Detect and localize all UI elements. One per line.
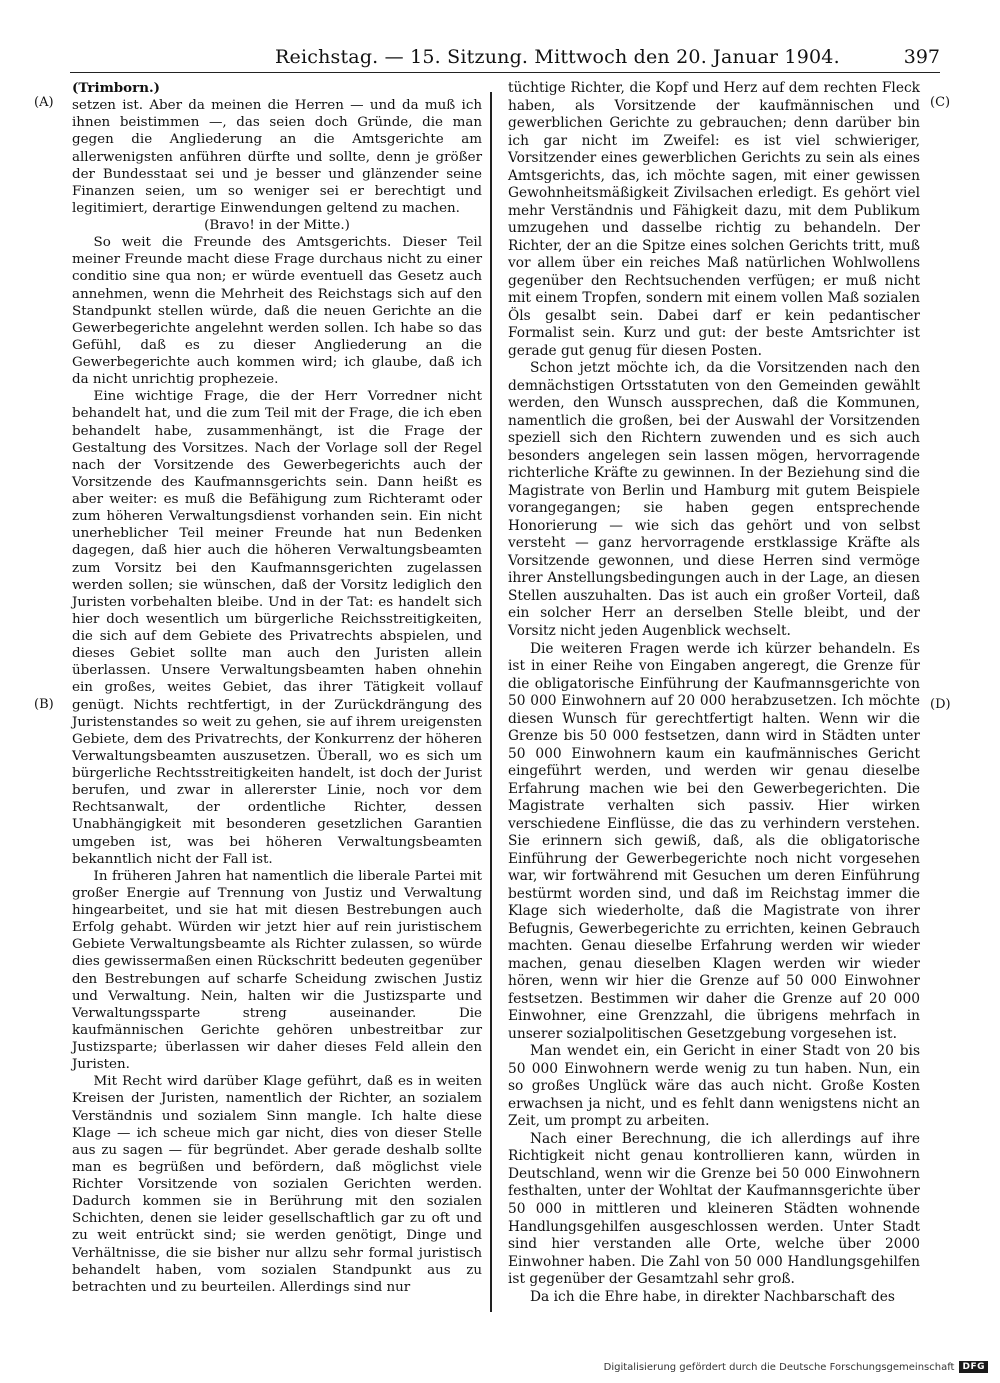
page-header — [70, 42, 940, 73]
paragraph: Schon jetzt möchte ich, da die Vorsitzenden nach den demnächstigen Ortsstatuten von den Gemeinden gewählt werden, den Wunsch aussprechen, daß die Kommunen, namentlich die großen, bei der Auswahl der Vorsitzenden speziell sich den Richtern zuwenden und es sich auch besonders angelegen sein lassen mögen, hervorragende richterliche Kräfte zu gewinnen. In der Beziehung sind die Magistrate von Berlin und Hamburg mit gutem Beispiele vorangegangen; sie haben gegen entsprechende Honorierung — wie sich das gehört und von selbst versteht — ganz hervorragende erstklassige Kräfte als Vorsitzende gewonnen, und diese Herren sind vermöge ihrer Anstellungsbedingungen auch in der Lage, an diesen Stellen auszuhalten. Das ist auch ein großer Vorteil, daß ein solcher Herr an derselben Stelle bleibt, und der Vorsitz nicht jeden Augenblick wechselt. — [508, 360, 920, 639]
footer — [604, 1361, 988, 1373]
page-title: Reichstag. — 15. Sitzung. Mittwoch den 20. Januar 1904. — [275, 46, 840, 68]
paragraph: Die weiteren Fragen werde ich kürzer behandeln. Es ist in einer Reihe von Eingaben angeregt, die Grenze für die obligatorische Einführung der Kaufmannsgerichte von 50 000 Einwohnern auf 20 000 herabzusetzen. Ich möchte diesen Wunsch für gerechtfertigt halten. Wenn wir die Grenze bis 50 000 festsetzen, dann wird in Städten unter 50 000 Einwohnern kaum ein kaufmännisches Gericht eingeführt werden, und werden wir genau dieselbe Erfahrung machen wie bei den Gewerbegerichten. Die Magistrate verhalten sich passiv. Hier wirken verschiedene Einflüsse, die das zu verhindern verstehen. Sie erinnern sich gewiß, daß, als die obligatorische Einführung der Gewerbegerichte noch nicht vorgesehen war, wir fortwährend mit Gesuchen um deren Einführung bestürmt worden sind, und daß im Reichstag immer die Klage sich wiederholte, daß die Magistrate von ihrer Befugnis, Gewerbegerichte zu errichten, keinen Gebrauch machten. Genau dieselbe Erfahrung werden wir wieder machen, genau dieselben Klagen werden wir wieder hören, wenn wir hier die Grenze auf 50 000 Einwohner festsetzen. Bestimmen wir daher die Grenze auf 20 000 Einwohner, eine Grenzzahl, die übrigens mehrfach in unserer sozialpolitischen Gesetzgebung vorgesehen ist. — [508, 640, 920, 1042]
paragraph: So weit die Freunde des Amtsgerichts. Dieser Teil meiner Freunde macht diese Frage durchaus nicht zu einer conditio sine qua non; er würde eventuell das Gesetz auch annehmen, wenn die Mehrheit des Reichstags sich auf den Standpunkt stellen würde, daß die neuen Gerichte an die Gewerbegerichte angelehnt werden sollen. Ich habe so das Gefühl, daß es zu dieser Angliederung an die Gewerbegerichte auch kommen wird; ich glaube, daß ich da nicht unrichtig prophezeie. — [72, 235, 482, 388]
paragraph: Eine wichtige Frage, die der Herr Vorredner nicht behandelt hat, und die zum Teil mit der Frage, die ich eben behandelt habe, zusammenhängt, ist die Frage der Gestaltung des Vorsitzes. Nach der Vorlage soll der Regel nach der Vorsitzende des Gewerbegerichts auch der Vorsitzende des Kaufmannsgerichts sein. Dann heißt es aber weiter: es muß die Befähigung zum Richteramt oder zum höheren Verwaltungsdienst vorhanden sein. Ein nicht unerheblicher Teil meiner Freunde hat nun Bedenken dagegen, daß hier auch die höheren Verwaltungsbeamten zum Vorsitz bei den Kaufmannsgerichten zugelassen werden sollen; sie wünschen, daß der Vorsitz lediglich den Juristen vorbehalten bleibe. Und in der Tat: es handelt sich hier doch wesentlich um bürgerliche Reichsstreitigkeiten, die sich auf dem Gebiete des Privatrechts abspielen, und dieses Gebiet sollte man auch den Juristen allein überlassen. Unsere Verwaltungsbeamten haben ohnehin ein großes, weites Gebiet, das ihrer Tätigkeit vollauf genügt. Nichts rechtfertigt, in der Zurückdrängung des Juristenstandes so weit zu gehen, sie auf ihrem ureigensten Gebiete, dem des Privatrechts, der Konkurrenz der höheren Verwaltungsbeamten auszusetzen. Überall, wo es sich um bürgerliche Rechtsstreitigkeiten handelt, ist doch der Jurist berufen, und zwar in allererster Linie, noch vor dem Rechtsanwalt, der ordentliche Richter, dessen Unabhängigkeit mit besonderen gesetzlichen Garantien umgeben ist, was bei höheren Verwaltungsbeamten bekanntlich nicht der Fall ist. — [72, 389, 482, 867]
interjection: (Bravo! in der Mitte.) — [204, 218, 350, 233]
right-column — [508, 80, 920, 1306]
dfg-logo-icon: DFG — [959, 1361, 988, 1373]
margin-marker-a: (A) — [34, 95, 54, 110]
paragraph: In früheren Jahren hat namentlich die liberale Partei mit großer Energie auf Trennung von Justiz und Verwaltung hingearbeitet, und sie hat mit diesen Bestrebungen auch Erfolg gehabt. Würden wir jetzt hier auf rein juristischem Gebiete Verwaltungsbeamte als Richter zulassen, so würde dies gewissermaßen einen Rückschritt bedeuten gegenüber den Bestrebungen auf scharfe Scheidung zwischen Justiz und Verwaltung. Nein, halten wir die Justizsparte und Verwaltungssparte streng auseinander. Die kaufmännischen Gerichte gehören unbestreitbar zur Justizsparte; überlassen wir daher dieses Feld allein den Juristen. — [72, 868, 482, 1073]
column-divider — [490, 92, 492, 1312]
paragraph: setzen ist. Aber da meinen die Herren — und da muß ich ihnen beistimmen —, das seien doch Gründe, die man gegen die Angliederung an die Amtsgerichte am allerwenigsten anführen dürfte und sollte, denn je größer der Bundesstaat sei und je besser und glänzender seine Finanzen seien, um so weniger sei er berechtigt und legitimiert, derartige Einwendungen geltend zu machen. — [72, 98, 482, 216]
margin-marker-c: (C) — [930, 95, 951, 110]
paragraph: Nach einer Berechnung, die ich allerdings auf ihre Richtigkeit nicht genau kontrollieren kann, würden in Deutschland, wenn wir die Grenze bei 50 000 Einwohnern festhalten, unter der Wohltat der Kaufmannsgerichte über 50 000 in mittleren und kleineren Städten wohnende Handlungsgehilfen ausgeschlossen werden. Unter Stadt sind hier verstanden alle Orte, welche über 2000 Einwohner haben. Die Zahl von 50 000 Handlungsgehilfen ist gegenüber der Gesamtzahl sehr groß. — [508, 1130, 920, 1288]
margin-marker-d: (D) — [930, 697, 951, 712]
paragraph: Mit Recht wird darüber Klage geführt, daß es in weiten Kreisen der Juristen, namentlich der Richter, an sozialem Verständnis und sozialem Sinn mangle. Ich halte diese Klage — ich scheue mich gar nicht, dies von dieser Stelle aus zu sagen — für begründet. Aber gerade deshalb sollte man es begrüßen und befördern, daß möglichst viele Richter Vorsitzende von sozialen Gerichten werden. Dadurch kommen sie in Berührung mit den sozialen Schichten, denen sie leider gesellschaftlich gar zu oft und zu weit entrückt sind; sie werden genötigt, Dinge und Verhältnisse, die sie bisher nur allzu sehr formal juristisch behandelt haben, vom sozialen Standpunkt aus zu betrachten und zu beurteilen. Allerdings sind nur — [72, 1074, 482, 1295]
paragraph: Da ich die Ehre habe, in direkter Nachbarschaft des — [530, 1288, 895, 1305]
left-column — [72, 80, 482, 1296]
margin-marker-b: (B) — [34, 697, 54, 712]
footer-text: Digitalisierung gefördert durch die Deutsche Forschungsgemeinschaft — [603, 1361, 955, 1373]
paragraph: Man wendet ein, ein Gericht in einer Stadt von 20 bis 50 000 Einwohnern werde wenig zu tun haben. Nun, ein so großes Unglück wäre das auch nicht. Große Kosten erwachsen ja nicht, und es fehlt dann wenigstens nicht an Zeit, um prompt zu arbeiten. — [508, 1043, 920, 1130]
paragraph: tüchtige Richter, die Kopf und Herz auf dem rechten Fleck haben, als Vorsitzende der kaufmännischen und gewerblichen Gerichte zu gebrauchen; denn darüber bin ich gar nicht im Zweifel: es ist viel schwieriger, Vorsitzender eines gewerblichen Gerichts zu sein als eines Amtsgerichts, das, ich möchte sagen, mit einer gewissen Gewohnheitsmäßigkeit Zivilsachen erledigt. Es gehört viel mehr Verständnis und Fähigkeit dazu, mit dem Publikum umzugehen und dasselbe richtig zu behandeln. Der Richter, der an die Spitze eines solchen Gerichts tritt, muß vor allem über ein reiches Maß natürlichen Wohlwollens gegenüber den Rechtsuchenden verfügen; er muß nicht mit einem Tropfen, sondern mit einem vollen Maß sozialen Öls gesalbt sein. Dabei darf er kein pedantischer Formalist sein. Kurz und gut: der beste Amtsrichter ist gerade gut genug für diesen Posten. — [508, 80, 920, 359]
speaker-name: (Trimborn.) — [72, 80, 161, 96]
page-number: 397 — [903, 46, 940, 68]
